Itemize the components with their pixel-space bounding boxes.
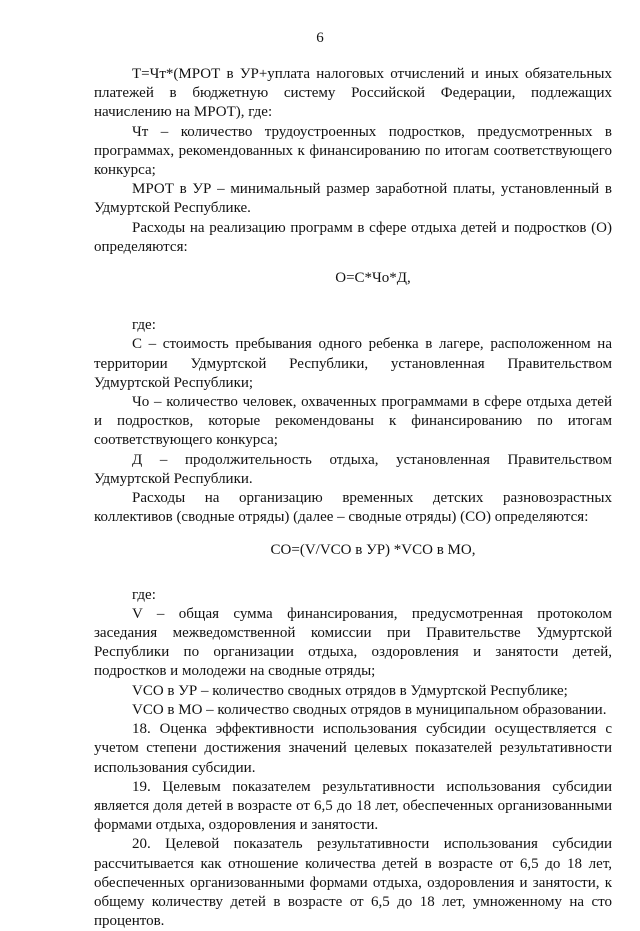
where-label-2: где:	[132, 586, 156, 603]
definition-v: V – общая сумма финансирования, предусмотренная протоколом заседания межведомственной комиссии при Правительстве Удмуртской Республики по организации отдыха, оздоровления и занятости детей, подростков и молодежи на сводные отряды;	[94, 605, 612, 680]
clause-20: 20. Целевой показатель результативности использования субсидии рассчитывается как отношение количества детей в возрасте от 6,5 до 18 лет, обеспеченных организованными формами отдыха, оздоровления и занятости, к общему количеству детей в возрасте от 6,5 до 18 лет, умноженному на сто процентов.	[94, 836, 612, 930]
expenses-programs-paragraph: Расходы на реализацию программ в сфере отдыха детей и подростков (О) определяются:	[94, 219, 612, 255]
definition-c: С – стоимость пребывания одного ребенка в лагере, расположенном на территории Удмуртской Республики, установленная Правительством Удмуртской Республики;	[94, 336, 612, 391]
formula-o: О=С*Чо*Д,	[335, 270, 411, 287]
expenses-squads-paragraph: Расходы на организацию временных детских разновозрастных коллективов (сводные отряды) (далее – сводные отряды) (СО) определяются:	[94, 490, 612, 526]
definition-cho: Чо – количество человек, охваченных программами в сфере отдыха детей и подростков, которые рекомендованы к финансированию по итогам соответствующего конкурса;	[94, 394, 612, 449]
formula-co: СО=(V/VСО в УР) *VСО в МО,	[270, 542, 476, 559]
formula-t-paragraph: Т=Чт*(МРОТ в УР+уплата налоговых отчислений и иных обязательных платежей в бюджетную систему Российской Федерации, подлежащих начислению на МРОТ), где:	[94, 66, 612, 121]
clause-18: 18. Оценка эффективности использования субсидии осуществляется с учетом степени достижения значений целевых показателей результативности использования субсидии.	[94, 721, 612, 776]
definition-vco-ur: VСО в УР – количество сводных отрядов в Удмуртской Республике;	[132, 682, 568, 699]
definition-cht: Чт – количество трудоустроенных подростков, предусмотренных в программах, рекомендованных к финансированию по итогам соответствующего конкурса;	[94, 123, 612, 179]
definition-vco-mo: VСО в МО – количество сводных отрядов в муниципальном образовании.	[132, 701, 607, 718]
where-label-1: где:	[132, 317, 156, 334]
definition-mrot: МРОТ в УР – минимальный размер заработной платы, установленный в Удмуртской Республике.	[94, 181, 612, 217]
definition-d: Д – продолжительность отдыха, установленная Правительством Удмуртской Республики.	[94, 451, 612, 487]
document-body	[94, 65, 612, 931]
clause-19: 19. Целевым показателем результативности использования субсидии является доля детей в возрасте от 6,5 до 18 лет, обеспеченных организованными формами отдыха, оздоровления и занятости.	[94, 778, 612, 834]
page-number: 6	[316, 30, 324, 46]
